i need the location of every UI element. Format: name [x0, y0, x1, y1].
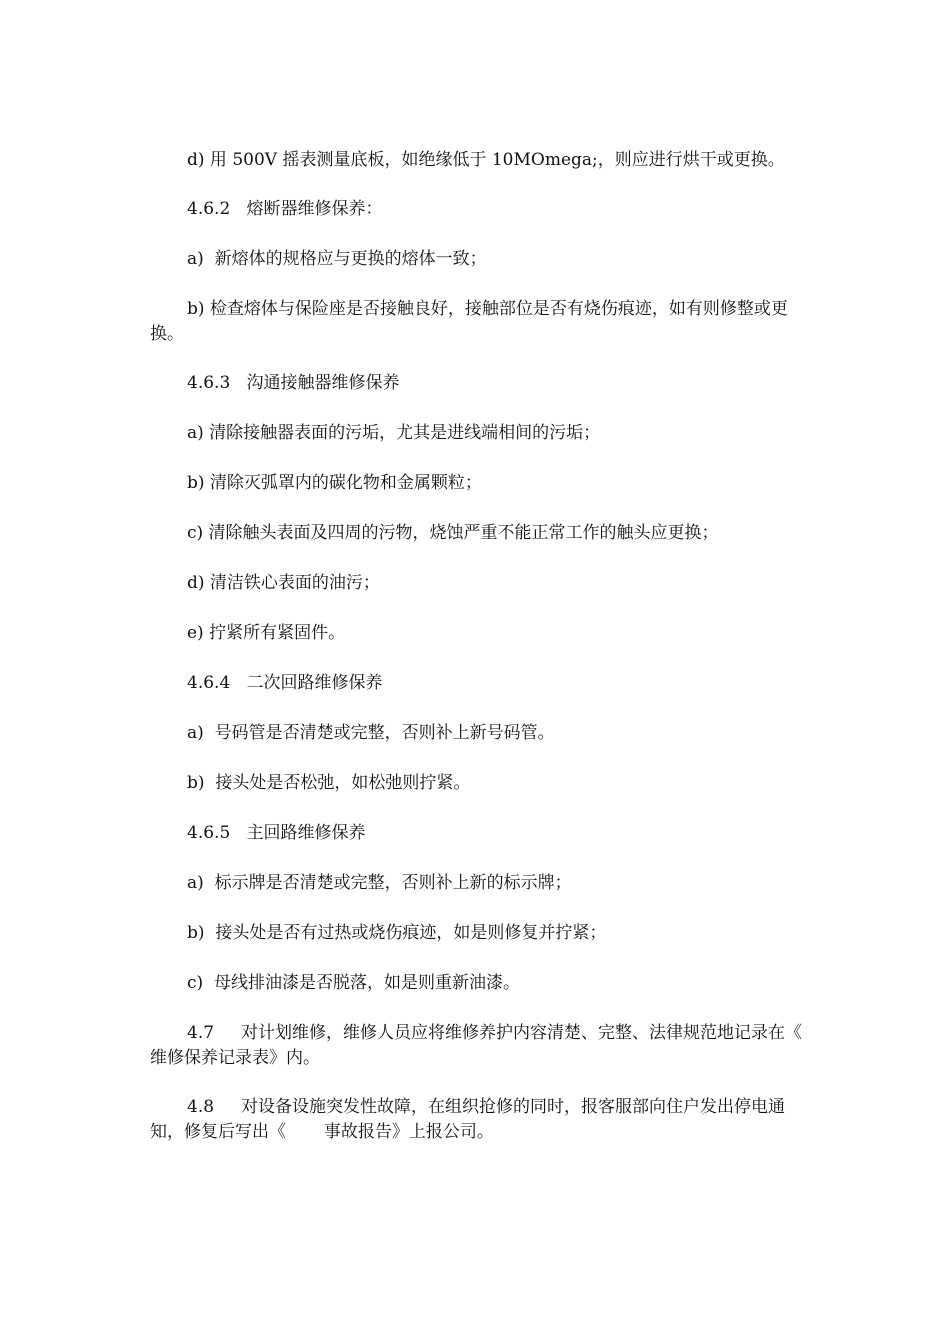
paragraph-busbar-paint-check: c) 母线排油漆是否脱落，如是则重新油漆。	[187, 973, 520, 993]
paragraph-fuse-spec: a) 新熔体的规格应与更换的熔体一致；	[187, 249, 487, 269]
paragraph-number-tube-check: a) 号码管是否清楚或完整，否则补上新号码管。	[187, 723, 555, 743]
paragraph-joint-overheat-check: b) 接头处是否有过热或烧伤痕迹，如是则修复并拧紧；	[187, 923, 607, 943]
heading-4-6-5-main-circuit: 4.6.5 主回路维修保养	[187, 823, 366, 843]
document-page	[150, 148, 830, 1169]
paragraph-fuse-contact-check: b) 检查熔体与保险座是否接触良好，接触部位是否有烧伤痕迹，如有则修整或更换。	[150, 299, 788, 344]
paragraph-joint-loose-check: b) 接头处是否松弛，如松弛则拧紧。	[187, 773, 471, 793]
heading-4-6-3-contactor-maintenance: 4.6.3 沟通接触器维修保养	[187, 373, 400, 393]
paragraph-sign-plate-check: a) 标示牌是否清楚或完整，否则补上新的标示牌；	[187, 873, 572, 893]
paragraph-4-7-maintenance-record: 4.7 对计划维修，维修人员应将维修养护内容清楚、完整、法律规范地记录在《 维修保养记录表》内。	[150, 1023, 830, 1068]
paragraph-arc-chute-clean: b) 清除灭弧罩内的碳化物和金属颗粒；	[187, 473, 482, 493]
heading-4-6-4-secondary-circuit: 4.6.4 二次回路维修保养	[187, 673, 383, 693]
paragraph-iron-core-clean: d) 清洁铁心表面的油污；	[187, 573, 380, 593]
paragraph-tighten-fasteners: e) 拧紧所有紧固件。	[187, 623, 346, 643]
paragraph-insulation-test: d) 用 500V 摇表测量底板，如绝缘低于 10MOmega;，则应进行烘干或更换。	[187, 150, 785, 170]
paragraph-4-8-fault-report: 4.8 对设备设施突发性故障，在组织抢修的同时，报客服部向住户发出停电通知，修复后写出《 事故报告》上报公司。	[150, 1097, 786, 1142]
paragraph-contactor-clean-surface: a) 清除接触器表面的污垢，尤其是进线端相间的污垢；	[187, 423, 601, 443]
heading-4-6-2-fuse-maintenance: 4.6.2 熔断器维修保养：	[187, 199, 383, 219]
paragraph-contact-clean-replace: c) 清除触头表面及四周的污物，烧蚀严重不能正常工作的触头应更换；	[187, 523, 719, 543]
